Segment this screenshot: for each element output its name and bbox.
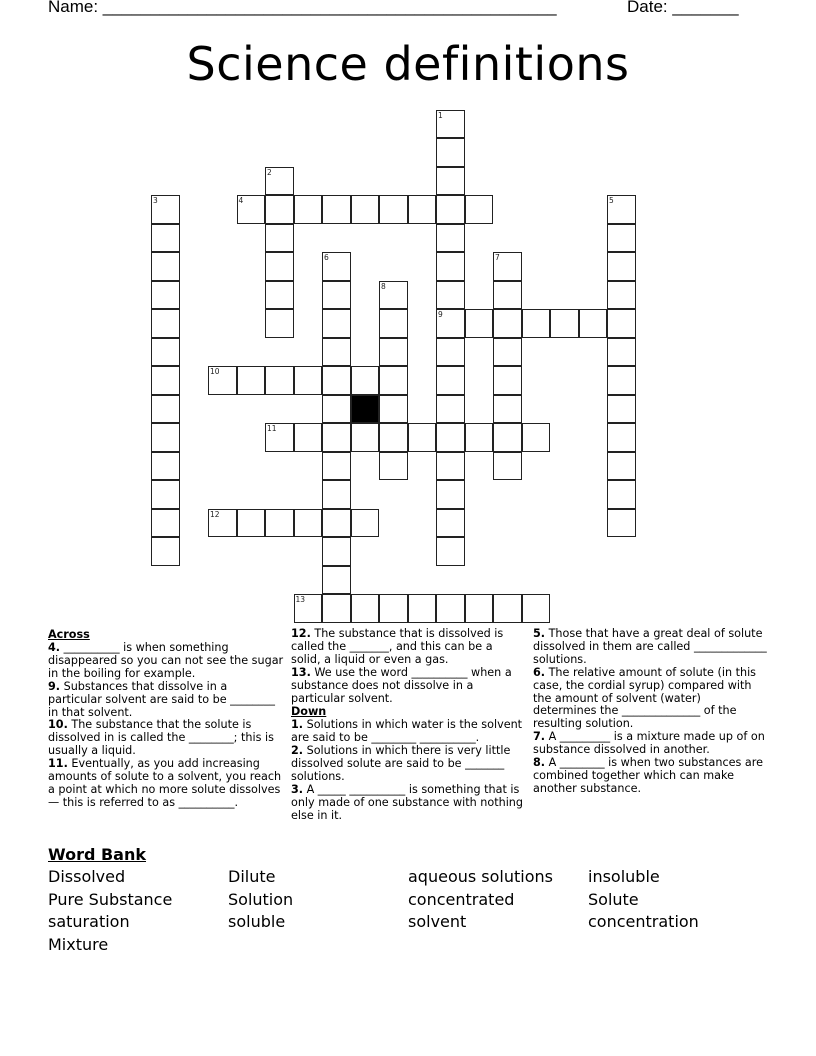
crossword-cell[interactable] [237, 366, 266, 395]
crossword-cell[interactable] [265, 167, 294, 196]
crossword-cell[interactable] [522, 423, 551, 452]
crossword-cell[interactable] [408, 195, 437, 224]
crossword-cell[interactable] [607, 452, 636, 481]
clue-across-12 [291, 628, 525, 667]
crossword-cell[interactable] [408, 594, 437, 623]
crossword-cell[interactable] [436, 167, 465, 196]
clue-text: Substances that dissolve in a particular solvent are said to be ________ in that solvent. [48, 679, 275, 719]
clue-down-7 [533, 731, 767, 757]
clue-text: Those that have a great deal of solute dissolved in them are called _____________ solutions. [533, 627, 767, 666]
crossword-cell[interactable] [436, 110, 465, 139]
clue-across-13 [291, 667, 525, 706]
crossword-cell[interactable] [379, 195, 408, 224]
word-bank-item: Solute [588, 889, 639, 909]
clue-number-label: 10 [210, 367, 220, 376]
crossword-cell[interactable] [436, 480, 465, 509]
crossword-cell[interactable] [265, 224, 294, 253]
crossword-cell[interactable] [322, 480, 351, 509]
crossword-cell[interactable] [465, 195, 494, 224]
clue-number: 13. [291, 665, 311, 679]
crossword-cell[interactable] [151, 480, 180, 509]
crossword-cell[interactable] [379, 309, 408, 338]
clue-text: A _________ is a mixture made up of on substance dissolved in another. [533, 730, 765, 757]
crossword-cell[interactable] [322, 423, 351, 452]
crossword-cell[interactable] [607, 395, 636, 424]
word-bank-list [48, 866, 768, 966]
crossword-cell[interactable] [322, 566, 351, 595]
clue-text: The substance that the solute is dissolved in is called the ________; this is usually a liquid. [48, 718, 274, 758]
clue-text: A ________ is when two substances are combined together which can make another substance. [533, 756, 764, 795]
clue-text: A _____ __________ is something that is only made of one substance with nothing else in it. [291, 782, 524, 822]
crossword-cell[interactable] [151, 195, 180, 224]
crossword-cell[interactable] [294, 509, 323, 538]
word-bank-item: insoluble [588, 867, 660, 886]
clues-column-2 [291, 628, 525, 823]
crossword-cell[interactable] [436, 594, 465, 623]
clues-column-3 [533, 628, 767, 796]
crossword-cell[interactable] [493, 594, 522, 623]
crossword-cell[interactable] [436, 395, 465, 424]
crossword-cell[interactable] [379, 423, 408, 452]
crossword-cell[interactable] [265, 366, 294, 395]
crossword-cell[interactable] [379, 281, 408, 310]
crossword-cell[interactable] [607, 338, 636, 367]
crossword-cell[interactable] [607, 309, 636, 338]
clue-across-10 [48, 719, 284, 758]
clue-number-label: 7 [495, 253, 500, 262]
crossword-cell[interactable] [607, 509, 636, 538]
crossword-cell[interactable] [607, 423, 636, 452]
clue-down-8 [533, 757, 767, 796]
crossword-cell[interactable] [607, 480, 636, 509]
crossword-cell[interactable] [322, 252, 351, 281]
word-bank-item: solvent [408, 912, 467, 932]
crossword-cell[interactable] [436, 366, 465, 395]
crossword-cell[interactable] [465, 309, 494, 338]
crossword-cell[interactable] [408, 423, 437, 452]
clue-number-label: 9 [438, 310, 443, 319]
crossword-cell[interactable] [294, 195, 323, 224]
crossword-cell[interactable] [151, 281, 180, 310]
clue-number: 10. [48, 718, 68, 732]
crossword-cell[interactable] [579, 309, 608, 338]
page-title: Science definitions [186, 37, 630, 91]
clue-number-label: 5 [609, 196, 614, 205]
crossword-cell[interactable] [379, 452, 408, 481]
clue-number-label: 1 [438, 110, 443, 120]
clue-number-label: 8 [381, 281, 386, 291]
clue-number: 11. [48, 757, 68, 771]
crossword-cell[interactable] [607, 281, 636, 310]
crossword-cell[interactable] [265, 509, 294, 538]
crossword-cell[interactable] [493, 252, 522, 281]
crossword-cell[interactable] [607, 224, 636, 253]
crossword-cell[interactable] [294, 423, 323, 452]
word-bank-item: Solution [228, 889, 294, 909]
crossword-cell[interactable] [237, 509, 266, 538]
clue-number: 2. [291, 744, 304, 758]
clue-text: The substance that is dissolved is called the _______, and this can be a solid, a liquid or even a gas. [291, 627, 504, 666]
crossword-cell[interactable] [151, 423, 180, 452]
clue-down-2 [291, 745, 525, 784]
crossword-cell[interactable] [151, 395, 180, 424]
word-bank-item: saturation [48, 912, 130, 932]
word-bank-item: Pure Substance [48, 889, 173, 909]
crossword-cell[interactable] [607, 195, 636, 224]
crossword-cell[interactable] [436, 281, 465, 310]
crossword-cell[interactable] [436, 509, 465, 538]
clue-across-4 [48, 642, 284, 681]
crossword-cell[interactable] [322, 509, 351, 538]
clue-number-label: 12 [210, 509, 220, 519]
clue-number: 7. [533, 730, 546, 744]
clue-number: 5. [533, 627, 546, 640]
down-heading: Down [291, 705, 327, 719]
word-bank-heading: Word Bank [48, 845, 147, 864]
clue-text: Solutions in which water is the solvent are said to be ________ __________. [291, 718, 523, 745]
clue-down-3 [291, 784, 525, 823]
clue-text: __________ is when something disappeared so you can not see the sugar in the boiling for example. [48, 641, 284, 680]
clue-number: 1. [291, 718, 304, 732]
crossword-cell[interactable] [294, 366, 323, 395]
clue-down-1 [291, 719, 525, 745]
clue-number: 12. [291, 627, 311, 640]
clue-number-label: 4 [238, 196, 244, 205]
crossword-cell[interactable] [550, 309, 579, 338]
word-bank-item: aqueous solutions [408, 867, 553, 886]
crossword-cell[interactable] [493, 366, 522, 395]
across-heading: Across [48, 628, 90, 641]
crossword-cell[interactable] [607, 366, 636, 395]
crossword-cell[interactable] [436, 195, 465, 224]
crossword-cell[interactable] [151, 224, 180, 253]
crossword-cell[interactable] [322, 395, 351, 424]
crossword-cell[interactable] [522, 594, 551, 623]
crossword-cell[interactable] [151, 452, 180, 481]
word-bank [48, 844, 768, 966]
word-bank-item: Dilute [228, 867, 276, 886]
crossword-cell[interactable] [607, 252, 636, 281]
crossword-cell[interactable] [351, 509, 380, 538]
crossword-cell[interactable] [322, 537, 351, 566]
clue-number-label: 2 [267, 167, 272, 177]
crossword-cell[interactable] [465, 423, 494, 452]
crossword-cell[interactable] [465, 594, 494, 623]
crossword-cell[interactable] [493, 309, 522, 338]
crossword-cell[interactable] [265, 252, 294, 281]
crossword-cell[interactable] [493, 452, 522, 481]
clue-number-label: 6 [324, 253, 329, 262]
crossword-cell[interactable] [351, 423, 380, 452]
crossword-cell[interactable] [351, 366, 380, 395]
crossword-cell[interactable] [493, 395, 522, 424]
crossword-cell[interactable] [237, 195, 266, 224]
crossword-cell[interactable] [208, 509, 237, 538]
crossword-cell[interactable] [522, 309, 551, 338]
crossword-cell[interactable] [351, 195, 380, 224]
word-bank-item: soluble [228, 912, 286, 932]
crossword-cell[interactable] [436, 423, 465, 452]
crossword-cell[interactable] [322, 195, 351, 224]
crossword-cell[interactable] [151, 252, 180, 281]
crossword-cell[interactable] [322, 366, 351, 395]
clue-number: 4. [48, 641, 61, 654]
crossword-cell[interactable] [151, 509, 180, 538]
name-field[interactable]: Name: ________________________________________________ [48, 0, 557, 16]
crossword-cell[interactable] [436, 252, 465, 281]
clue-down-6 [533, 667, 767, 732]
crossword-cell[interactable] [493, 281, 522, 310]
crossword-cell[interactable] [379, 594, 408, 623]
crossword-cell[interactable] [151, 366, 180, 395]
clue-down-5 [533, 628, 767, 667]
crossword-cell[interactable] [265, 195, 294, 224]
crossword-cell[interactable] [322, 452, 351, 481]
crossword-cell[interactable] [379, 366, 408, 395]
crossword-cell[interactable] [379, 338, 408, 367]
crossword-cell[interactable] [208, 366, 237, 395]
crossword-cell[interactable] [436, 452, 465, 481]
crossword-block-cell [351, 395, 380, 424]
crossword-cell[interactable] [493, 423, 522, 452]
clue-number: 9. [48, 679, 61, 693]
crossword-cell[interactable] [436, 537, 465, 566]
crossword-cell[interactable] [265, 309, 294, 338]
crossword-cell[interactable] [322, 338, 351, 367]
clue-number-label: 13 [295, 595, 306, 604]
crossword-cell[interactable] [436, 338, 465, 367]
crossword-cell[interactable] [265, 281, 294, 310]
clue-number: 3. [291, 782, 304, 796]
crossword-cell[interactable] [379, 395, 408, 424]
crossword-cell[interactable] [436, 138, 465, 167]
crossword-cell[interactable] [151, 338, 180, 367]
clue-number-label: 3 [153, 196, 158, 205]
clue-text: Eventually, as you add increasing amounts of solute to a solvent, you reach a point at which no more solute dissolves — this is referred to as __________. [48, 757, 282, 809]
clue-text: The relative amount of solute (in this case, the cordial syrup) compared with the amount of solvent (water) determines the ______________ of the resulting solution. [533, 665, 757, 731]
crossword-cell[interactable] [436, 224, 465, 253]
clue-across-11 [48, 758, 284, 810]
clue-text: Solutions in which there is very little dissolved solute are said to be _______ solutions. [291, 744, 511, 784]
clue-number: 6. [533, 665, 546, 679]
clue-number-label: 11 [267, 424, 277, 433]
clues-column-1 [48, 628, 284, 810]
clue-number: 8. [533, 756, 546, 770]
crossword-cell[interactable] [436, 309, 465, 338]
crossword-cell[interactable] [151, 537, 180, 566]
crossword-cell[interactable] [322, 594, 351, 623]
word-bank-item: concentration [588, 912, 699, 932]
crossword-cell[interactable] [151, 309, 180, 338]
clue-text: We use the word __________ when a substance does not dissolve in a particular solvent. [291, 665, 512, 705]
date-field[interactable]: Date: _______ [627, 0, 739, 16]
crossword-cell[interactable] [322, 309, 351, 338]
crossword-cell[interactable] [493, 338, 522, 367]
crossword-cell[interactable] [322, 281, 351, 310]
word-bank-item: Dissolved [48, 867, 126, 886]
crossword-cell[interactable] [265, 423, 294, 452]
crossword-cell[interactable] [294, 594, 323, 623]
crossword-cell[interactable] [351, 594, 380, 623]
clue-across-9 [48, 681, 284, 720]
word-bank-item: Mixture [48, 934, 109, 954]
word-bank-item: concentrated [408, 889, 515, 909]
